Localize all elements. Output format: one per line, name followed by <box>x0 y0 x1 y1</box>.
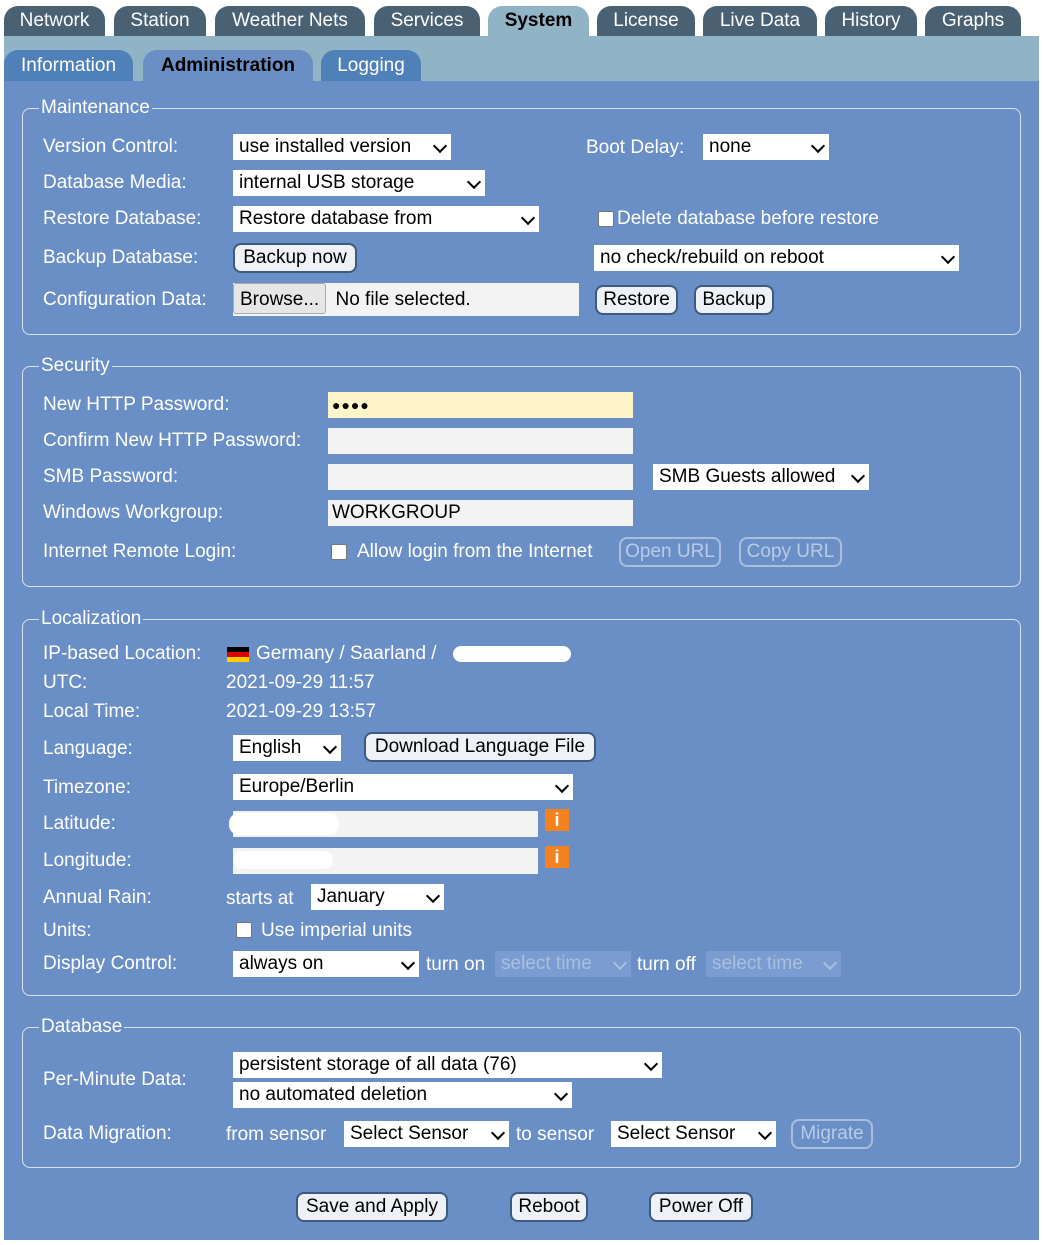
tab-graphs[interactable]: Graphs <box>925 6 1021 36</box>
language-label: Language: <box>43 738 133 759</box>
chevron-down-icon <box>467 175 481 189</box>
security-legend: Security <box>41 355 110 376</box>
from-sensor-text: from sensor <box>226 1124 327 1145</box>
subtab-logging[interactable]: Logging <box>321 50 421 81</box>
open-url-button[interactable]: Open URL <box>619 537 721 567</box>
tab-station[interactable]: Station <box>114 6 206 36</box>
utc-label: UTC: <box>43 672 88 693</box>
smb-password-input[interactable] <box>328 464 633 490</box>
http-password-input[interactable]: ●●●● <box>328 392 633 418</box>
chevron-down-icon <box>323 740 337 754</box>
reboot-button[interactable]: Reboot <box>510 1192 588 1222</box>
local-time-value: 2021-09-29 13:57 <box>226 701 377 722</box>
display-control-label: Display Control: <box>43 953 178 974</box>
turn-on-time-select[interactable]: select time <box>495 951 631 977</box>
chevron-down-icon <box>851 469 865 483</box>
save-and-apply-button[interactable]: Save and Apply <box>296 1192 448 1222</box>
backup-now-button[interactable]: Backup now <box>233 243 357 273</box>
units-label: Units: <box>43 920 92 941</box>
power-off-button[interactable]: Power Off <box>649 1192 753 1222</box>
chevron-down-icon <box>521 211 535 225</box>
chevron-down-icon <box>644 1057 658 1071</box>
chevron-down-icon <box>426 889 440 903</box>
turn-off-time-select[interactable]: select time <box>706 951 841 977</box>
timezone-label: Timezone: <box>43 777 131 798</box>
chevron-down-icon <box>811 139 825 153</box>
starts-at-text: starts at <box>226 888 294 909</box>
restore-database-select[interactable]: Restore database from <box>233 206 539 232</box>
chevron-down-icon <box>433 139 447 153</box>
browse-button[interactable]: Browse... <box>233 283 326 314</box>
chevron-down-icon <box>941 250 955 264</box>
database-section <box>22 1016 1021 1168</box>
version-control-label: Version Control: <box>43 136 179 157</box>
restore-database-label: Restore Database: <box>43 208 202 229</box>
annual-rain-label: Annual Rain: <box>43 887 152 908</box>
turn-off-text: turn off <box>637 954 696 975</box>
chevron-down-icon <box>491 1126 505 1140</box>
database-legend: Database <box>41 1016 123 1037</box>
imperial-units-checkbox[interactable] <box>236 922 252 938</box>
germany-flag-icon <box>227 647 249 662</box>
longitude-info-icon[interactable]: i <box>545 846 569 868</box>
tab-network[interactable]: Network <box>4 6 105 36</box>
redaction-mark <box>453 646 571 662</box>
download-language-button[interactable]: Download Language File <box>364 732 596 762</box>
confirm-password-input[interactable] <box>328 428 633 454</box>
database-media-label: Database Media: <box>43 172 187 193</box>
local-time-label: Local Time: <box>43 701 141 722</box>
imperial-units-label: Use imperial units <box>261 920 412 941</box>
no-file-text: No file selected. <box>335 289 471 310</box>
chevron-down-icon <box>401 956 415 970</box>
rain-start-month-select[interactable]: January <box>311 884 444 910</box>
from-sensor-select[interactable]: Select Sensor <box>344 1121 509 1147</box>
smb-guests-select[interactable]: SMB Guests allowed <box>653 464 869 490</box>
rebuild-on-reboot-select[interactable]: no check/rebuild on reboot <box>594 245 959 271</box>
smb-password-label: SMB Password: <box>43 466 179 487</box>
ip-location-label: IP-based Location: <box>43 643 202 664</box>
redaction-mark <box>233 851 333 869</box>
tab-services[interactable]: Services <box>374 6 480 36</box>
configuration-data-label: Configuration Data: <box>43 289 207 310</box>
latitude-label: Latitude: <box>43 813 116 834</box>
chevron-down-icon <box>554 1087 568 1101</box>
tab-system[interactable]: System <box>488 6 589 36</box>
tab-history[interactable]: History <box>825 6 917 36</box>
display-control-select[interactable]: always on <box>233 951 419 977</box>
latitude-info-icon[interactable]: i <box>545 809 569 831</box>
boot-delay-select[interactable]: none <box>703 134 829 160</box>
config-file-input[interactable] <box>233 283 579 316</box>
data-migration-label: Data Migration: <box>43 1123 172 1144</box>
utc-value: 2021-09-29 11:57 <box>226 672 375 693</box>
workgroup-input[interactable]: WORKGROUP <box>328 500 633 526</box>
chevron-down-icon <box>613 956 627 970</box>
to-sensor-select[interactable]: Select Sensor <box>611 1121 776 1147</box>
chevron-down-icon <box>823 956 837 970</box>
tab-live-data[interactable]: Live Data <box>703 6 817 36</box>
turn-on-text: turn on <box>426 954 486 975</box>
migrate-button[interactable]: Migrate <box>791 1119 873 1149</box>
delete-before-restore-label: Delete database before restore <box>617 208 879 229</box>
maintenance-section <box>22 97 1021 335</box>
language-select[interactable]: English <box>233 735 341 761</box>
subtab-administration[interactable]: Administration <box>143 50 313 81</box>
restore-config-button[interactable]: Restore <box>595 285 678 315</box>
remote-login-label: Internet Remote Login: <box>43 541 237 562</box>
chevron-down-icon <box>758 1126 772 1140</box>
redaction-mark <box>229 813 339 835</box>
admin-panel <box>4 81 1039 1240</box>
security-section <box>22 355 1021 587</box>
database-media-select[interactable]: internal USB storage <box>233 170 485 196</box>
to-sensor-text: to sensor <box>516 1124 595 1145</box>
longitude-label: Longitude: <box>43 850 132 871</box>
delete-before-restore-checkbox[interactable] <box>598 211 614 227</box>
http-password-label: New HTTP Password: <box>43 394 230 415</box>
deletion-mode-select[interactable]: no automated deletion <box>233 1082 572 1108</box>
version-control-select[interactable]: use installed version <box>233 134 451 160</box>
chevron-down-icon <box>555 779 569 793</box>
workgroup-label: Windows Workgroup: <box>43 502 224 523</box>
maintenance-legend: Maintenance <box>41 97 150 118</box>
backup-database-label: Backup Database: <box>43 247 199 268</box>
sub-tab-bar <box>4 36 1039 81</box>
subtab-information[interactable]: Information <box>4 50 133 81</box>
ip-location-value: Germany / Saarland / <box>256 643 437 664</box>
timezone-select[interactable]: Europe/Berlin <box>233 774 573 800</box>
confirm-password-label: Confirm New HTTP Password: <box>43 430 302 451</box>
per-minute-data-label: Per-Minute Data: <box>43 1069 187 1090</box>
storage-mode-select[interactable]: persistent storage of all data (76) <box>233 1052 662 1078</box>
boot-delay-label: Boot Delay: <box>586 137 685 158</box>
localization-legend: Localization <box>41 608 142 629</box>
tab-license[interactable]: License <box>597 6 695 36</box>
tab-weather-nets[interactable]: Weather Nets <box>215 6 365 36</box>
allow-login-checkbox[interactable] <box>331 544 347 560</box>
main-tab-bar <box>0 0 1043 36</box>
backup-config-button[interactable]: Backup <box>694 285 774 315</box>
localization-section <box>22 608 1021 996</box>
allow-login-label: Allow login from the Internet <box>357 541 593 562</box>
copy-url-button[interactable]: Copy URL <box>739 537 842 567</box>
